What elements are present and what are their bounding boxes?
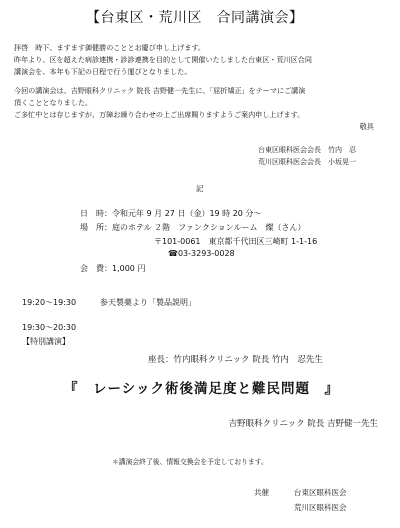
greeting-line: ご多忙中とは存じますが、万障お繰り合わせの上ご出席賜りますようご案内申し上げます。	[14, 110, 305, 119]
chair-line: 座長：竹内眼科クリニック 院長 竹内 忍先生	[148, 355, 323, 365]
signatory: 台東区眼科医会会長 竹内 忍	[258, 146, 356, 154]
detail-fee: 会 費：1,000 円	[80, 264, 146, 273]
ki-heading: 記	[196, 184, 204, 193]
detail-address: 〒101-0061 東京都千代田区三崎町 1-1-16	[154, 237, 318, 246]
host-name: 荒川区眼科医会	[294, 503, 347, 512]
signatory: 荒川区眼科医会会長 小坂晃一	[258, 158, 356, 166]
lecture-title: 『 レーシック術後満足度と難民問題 』	[64, 381, 339, 397]
greeting-line: 今回の講演会は、吉野眼科クリニック 院長 吉野健一先生に、「屈折矯正」をテーマにご講演	[14, 86, 306, 95]
schedule-time-1: 19:20～19:30	[22, 298, 77, 307]
host-label: 共催	[254, 488, 269, 497]
special-lecture-label: 【特別講演】	[22, 337, 70, 346]
greeting-line: 講演会を、本年も下記の日程で行う運びとなりました。	[14, 67, 192, 76]
greeting-line: 頂くこととなりました。	[14, 98, 93, 107]
schedule-time-2: 19:30～20:30	[22, 323, 77, 332]
closing-keigu: 敬具	[359, 122, 374, 131]
note-line: ＊講演会終了後、情報交換会を予定しております。	[112, 458, 268, 466]
greeting-line: 昨年より、区を超えた病診連携・診診連携を目的として開催いたしました台東区・荒川区合同	[14, 55, 312, 64]
greeting-line: 拝啓 時下、ますます御健勝のこととお慶び申し上げます。	[14, 43, 205, 52]
lecturer-line: 吉野眼科クリニック 院長 吉野健一先生	[228, 419, 378, 429]
page-title: 【台東区・荒川区 合同講演会】	[86, 10, 304, 26]
detail-datetime: 日 時：令和元年 9 月 27 日（金）19 時 20 分～	[80, 209, 262, 218]
detail-phone: ☎03-3293-0028	[168, 249, 235, 258]
detail-venue: 場 所：庭のホテル ２階 ファンクションルーム 燦（さん）	[80, 223, 306, 232]
schedule-desc-1: 参天製薬より「製品説明」	[100, 298, 196, 307]
host-name: 台東区眼科医会	[294, 488, 347, 497]
